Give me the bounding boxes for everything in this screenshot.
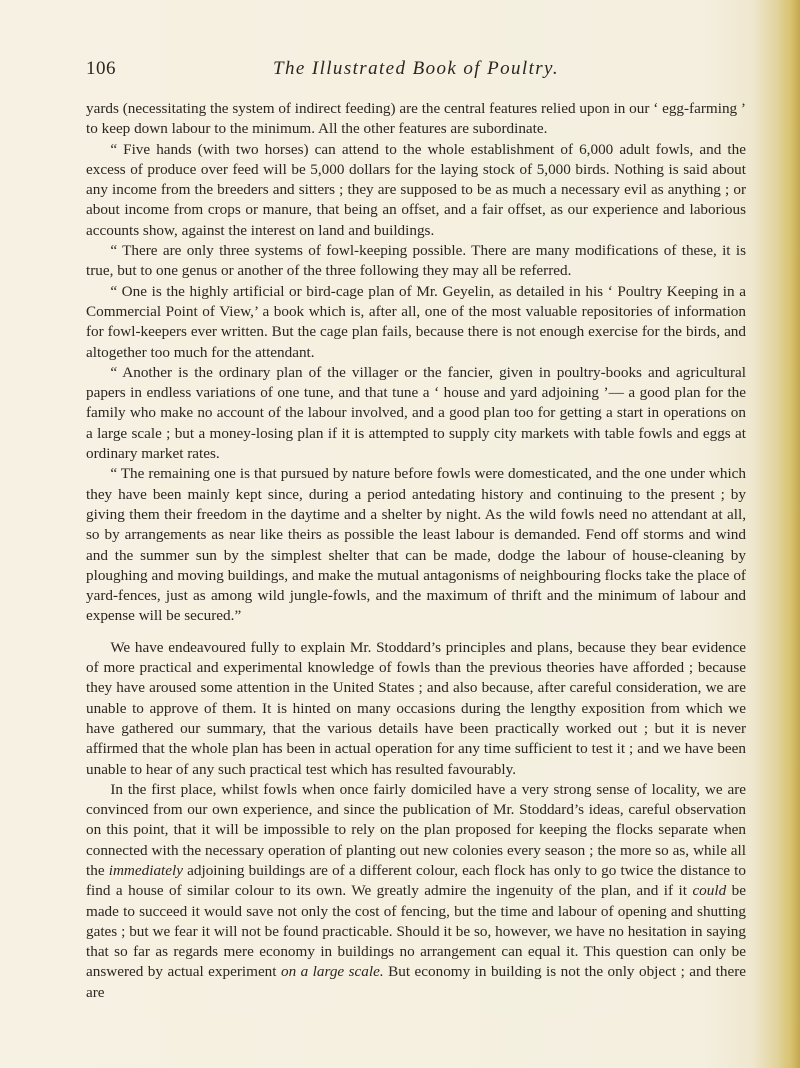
page-edge-discoloration (778, 0, 800, 1068)
body-text (86, 99, 746, 1003)
paragraph-8 (86, 780, 746, 1003)
paragraph-7: We have endeavoured fully to explain Mr. Stoddard’s principles and plans, because they bear evidence of more practical and experimental knowledge of fowls than the previous theories have afforded ; because they have aroused some attention in the United States ; and also because, after careful consideration, we are unable to approve of them. It is hinted on many occasions during the lengthy exposition from which we have gathered our summary, that the various details have been practically worked out ; but it is never affirmed that the whole plan has been in actual operation for any time sufficient to test it ; and we have been unable to hear of any such practical test which has resulted favourably. (86, 638, 746, 778)
paragraph-4: “ One is the highly artificial or bird-cage plan of Mr. Geyelin, as detailed in his ‘ Poultry Keeping in a Commercial Point of View,’ a book which is, after all, one of the most valuable repositories of information for fowl-keepers ever written. But the cage plan fails, because there is not enough exercise for the birds, and altogether too much for the attendant. (86, 282, 746, 361)
paragraph-2: “ Five hands (with two horses) can attend to the whole establishment of 6,000 adult fowls, and the excess of produce over feed will be 5,000 dollars for the laying stock of 5,000 birds. Nothing is said about any income from the breeders and sitters ; they are supposed to be as much a necessary evil as anything ; or about income from crops or manure, that being an offset, and a fair offset, as our experience and laborious accounts show, against the interest on land and buildings. (86, 140, 746, 239)
paragraph-8-part-2: adjoining buildings are of a different colour, each flock has only to go twice the distance to find a house of similar colour to its own. We greatly admire the ingenuity of the plan, and if it (86, 861, 746, 900)
running-title: The Illustrated Book of Poultry. (273, 58, 559, 79)
paragraph-5: “ Another is the ordinary plan of the villager or the fancier, given in poultry-books and agricultural papers in endless variations of one tune, and that tune a ‘ house and yard adjoining ’— a good plan for the family who make no account of the labour involved, and a good plan too for getting a start in operations on a large scale ; but a money-losing plan if it is attempted to supply city markets with table fowls and eggs at ordinary market rates. (86, 363, 746, 463)
paragraph-8-part-1: In the first place, whilst fowls when once fairly domiciled have a very strong sense of locality, we are convinced from our own experience, and since the publication of Mr. Stoddard’s ideas, careful observation on this point, that it will be impossible to rely on the plan proposed for keeping the flocks separate when connected with the necessary operation of planting out new colonies every season ; the more so as, while all the (86, 780, 746, 879)
paragraph-3: “ There are only three systems of fowl-keeping possible. There are many modifications of these, it is true, but to one genus or another of the three following they may all be referred. (86, 242, 746, 280)
paragraph-1: yards (necessitating the system of indirect feeding) are the central features relied upon in our ‘ egg-farming ’ to keep down labour to the minimum. All the other features are subordinate. (86, 100, 746, 138)
paragraph-6: “ The remaining one is that pursued by nature before fowls were domesticated, and the one under which they have been mainly kept since, during a period antedating history and continuing to the present ; by giving them their freedom in the daytime and a shelter by night. As the wild fowls need no attendant at all, so by arrangements as near like theirs as possible the least labour is demanded. Fend off storms and wind and the summer sun by the simplest shelter that can be made, dodge the labour of house-cleaning by ploughing and moving buildings, and make the mutual antagonisms of neighbouring flocks take the place of yard-fences, just as among wild jungle-fowls, and the maximum of thrift and the minimum of labour and expense will be secured.” (86, 465, 746, 625)
paragraph-8-part-3: be made to succeed it would save not only the cost of fencing, but the time and labour of opening and shutting gates ; but we fear it will not be found practicable. Should it be so, however, we have no hesitation in saying that so far as regards mere economy in buildings no arrangement can equal it. This question can only be answered by actual experiment (86, 882, 746, 981)
page-number: 106 (86, 58, 116, 79)
italic-immediately: immediately (108, 861, 183, 879)
paragraph-8-part-4: But economy in building is not the only object ; and there are (86, 963, 746, 1001)
italic-on-a-large-scale: on a large scale. (280, 963, 384, 981)
italic-could: could (692, 882, 727, 900)
page-header (86, 58, 746, 88)
